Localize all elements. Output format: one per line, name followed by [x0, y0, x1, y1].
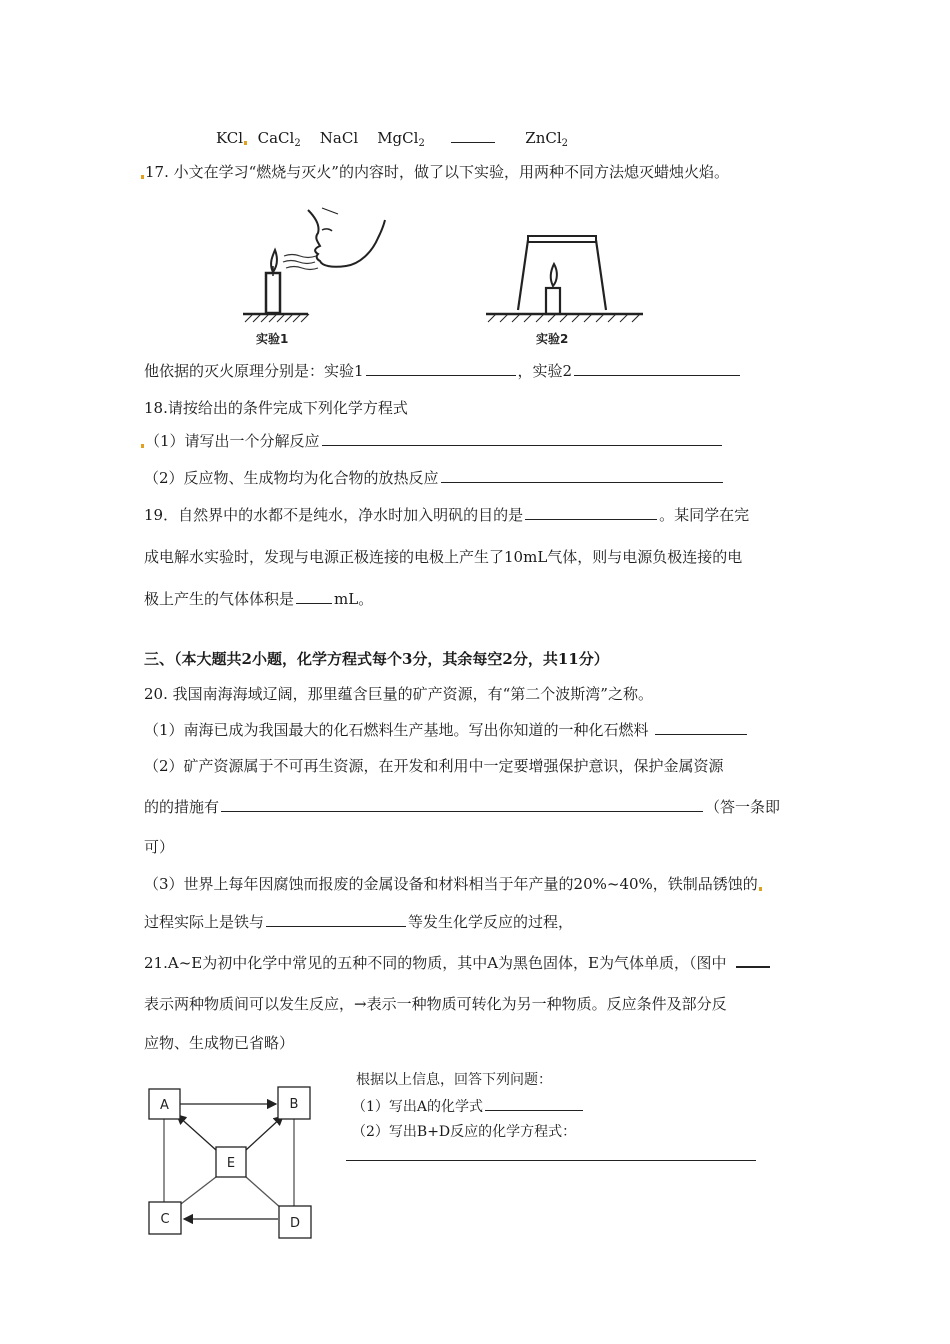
q17-experiment-figure — [238, 200, 658, 350]
q21-relation-diagram — [144, 1082, 344, 1242]
node-e — [216, 1147, 246, 1177]
q20-part1: （1）南海已成为我国最大的化石燃料生产基地。写出你知道的一种化石燃料 — [144, 720, 749, 740]
q20-blank-1[interactable] — [655, 720, 747, 735]
q17-stem: 17. 小文在学习“燃烧与灭火”的内容时，做了以下实验，用两种不同方法熄灭蜡烛火焰。 — [140, 162, 729, 182]
node-c — [149, 1202, 181, 1234]
q20-part3-line1: （3）世界上每年因腐蚀而报废的金属设备和材料相当于年产量的20%~40%，铁制品锈蚀的 — [144, 874, 763, 894]
q21-blank-1[interactable] — [485, 1096, 583, 1111]
node-e-label: E — [226, 1156, 236, 1171]
q20-part2-line1: （2）矿产资源属于不可再生资源，在开发和利用中一定要增强保护意识，保护金属资源 — [144, 757, 724, 775]
node-c-label: C — [160, 1212, 170, 1227]
q17-answer-line: 他依据的灭火原理分别是：实验1 ，实验2 — [144, 361, 742, 381]
node-b-label: B — [289, 1097, 299, 1112]
q20-stem: 20. 我国南海海域辽阔，那里蕴含巨量的矿产资源，有“第二个波斯湾”之称。 — [144, 685, 653, 703]
q20-blank-2[interactable] — [221, 797, 703, 812]
q18-part2: （2）反应物、生成物均为化合物的放热反应 — [144, 468, 725, 488]
q19-line3: 极上产生的气体体积是 mL。 — [144, 590, 374, 608]
node-d — [279, 1206, 311, 1238]
q19-line1: 19．自然界中的水都不是纯水，净水时加入明矾的目的是 。某同学在完 — [144, 506, 750, 524]
q16-salt-series: KCl CaCl$_2$ NaCl MgCl$_2$ ZnCl$_2$ — [216, 129, 569, 149]
q21-part1: （1）写出A的化学式 — [352, 1096, 585, 1117]
q21-part2: （2）写出B+D反应的化学方程式： — [352, 1124, 577, 1140]
q21-answer-line[interactable] — [346, 1160, 756, 1161]
experiment1-illustration — [243, 208, 385, 322]
q21-info: 根据以上信息，回答下列问题： — [356, 1072, 552, 1088]
section3-title: 三、（本大题共2小题，化学方程式每个3分，其余每空2分，共11分） — [144, 650, 609, 668]
q18-blank-1[interactable] — [322, 431, 722, 446]
node-a-label: A — [160, 1098, 169, 1113]
reaction-line-symbol — [736, 957, 770, 968]
node-b — [278, 1087, 310, 1119]
q19-blank-1[interactable] — [525, 505, 657, 520]
experiment2-illustration — [486, 236, 643, 322]
q19-blank-2[interactable] — [296, 589, 332, 604]
q17-blank-2[interactable] — [574, 361, 740, 376]
q21-line1: 21.A~E为初中化学中常见的五种不同的物质，其中A为黑色固体，E为气体单质，（图中 — [144, 953, 770, 973]
q20-part2-line2: 的的措施有 （答一条即 — [144, 798, 781, 816]
q21-line3: 应物、生成物已省略） — [144, 1034, 295, 1052]
q20-part3-line2: 过程实际上是铁与 等发生化学反应的过程， — [144, 913, 574, 931]
q18-stem: 18.请按给出的条件完成下列化学方程式 — [144, 399, 408, 417]
q18-blank-2[interactable] — [441, 468, 723, 483]
q20-blank-3[interactable] — [266, 912, 406, 927]
q19-line2: 成电解水实验时，发现与电源正极连接的电极上产生了10mL气体，则与电源负极连接的电 — [144, 548, 743, 566]
node-d-label: D — [289, 1216, 301, 1231]
q18-part1: （1）请写出一个分解反应 — [140, 431, 724, 451]
node-a — [149, 1089, 180, 1119]
q21-line2: 表示两种物质间可以发生反应，→表示一种物质可转化为另一种物质。反应条件及部分反 — [144, 995, 727, 1013]
experiment2-label: 实验2 — [536, 332, 569, 346]
q20-part2-line3: 可） — [144, 838, 175, 856]
q17-blank-1[interactable] — [366, 361, 516, 376]
experiment1-label: 实验1 — [256, 332, 289, 346]
